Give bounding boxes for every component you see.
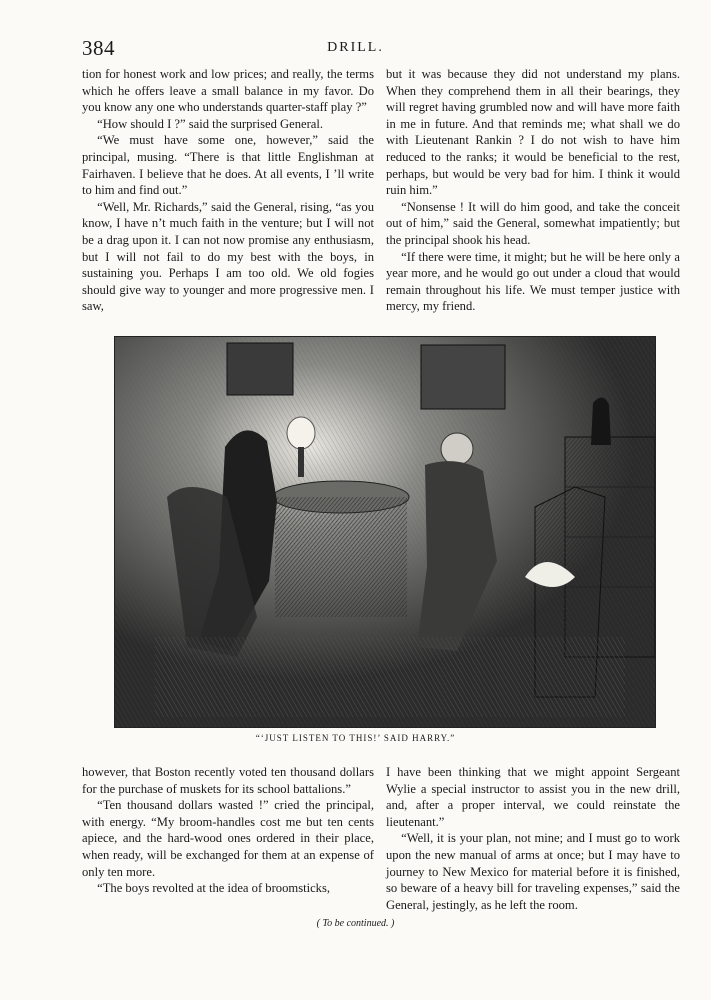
paragraph: I have been thinking that we might appoint Sergeant Wylie a special instructor to assist you in the new drill, and, after a proper interval, we could reinstate the lieutenant.” (386, 765, 680, 829)
text-column-bottom-right (386, 764, 680, 913)
paragraph: “Ten thousand dollars wasted !” cried the principal, with energy. “My broom-handles cost me but ten cents apiece, and the hard-wood ones ordered in their place, when ready, will be exchanged for them at an expense of only ten more. (82, 798, 374, 879)
picture-frame-center (421, 345, 505, 409)
to-be-continued: ( To be continued. ) (316, 918, 395, 929)
paragraph: tion for honest work and low prices; and really, the terms which he offers leave a small balance in my favor. Do you know any one who understands quarter-staff play ?” (82, 67, 374, 115)
text-column-bottom-left (82, 764, 374, 897)
floor-rug (155, 637, 625, 717)
illustration-caption: “‘JUST LISTEN TO THIS!’ SAID HARRY.” (255, 733, 456, 743)
paragraph: “Well, Mr. Richards,” said the General, rising, “as you know, I have n’t much faith in the venture; but I will not be a drag upon it. I can not now promise any enthusiasm, but I will not fail to do my best with the boys, in sustaining you. Perhaps I am too old. We old fogies should give way to younger and more progressive men. I saw, (82, 199, 374, 314)
bird-figure (591, 397, 611, 445)
paragraph: “If there were time, it might; but he will be here only a year more, and he would go out under a cloud that would remain throughout his life. We must temper justice with mercy, my friend. (386, 249, 680, 314)
paragraph: “How should I ?” said the surprised General. (97, 116, 324, 131)
text-column-top-right (386, 66, 680, 315)
paragraph: “The boys revolted at the idea of broomsticks, (97, 881, 331, 896)
paragraph: “Well, it is your plan, not mine; and I must go to work upon the new manual of arms at once; but I may have to journey to New Mexico for material before it is finished, so beware of a heavy bill for traveling expenses,” said the General, jestingly, as he left the room. (386, 831, 680, 912)
paragraph: “We must have some one, however,” said the principal, musing. “There is that little Englishman at Fairhaven. I believe that he does. At all events, I ’ll write to him and find out.” (82, 133, 374, 198)
page-number: 384 (82, 36, 115, 60)
paragraph: however, that Boston recently voted ten thousand dollars for the purchase of muskets for its school battalions.” (82, 765, 374, 796)
engraving-illustration (114, 336, 656, 728)
seated-man-right-head (441, 433, 473, 465)
lamp-globe (287, 417, 315, 449)
running-head: DRILL. (327, 40, 384, 55)
text-column-top-left (82, 66, 374, 315)
picture-frame-left (227, 343, 293, 395)
paragraph: “Nonsense ! It will do him good, and take the conceit out of him,” said the General, somewhat impatiently; but the principal shook his head. (386, 199, 680, 247)
paragraph: but it was because they did not understand my plans. When they comprehend them in all their bearings, they will regret having grumbled now and will have more faith in me in future. And that reminds me; what shall we do with Lieutenant Rankin ? I do not wish to have him reduced to the ranks; it would be beneficial to the rest, perhaps, but would be very bad for him. I think it would ruin him.” (386, 67, 680, 198)
